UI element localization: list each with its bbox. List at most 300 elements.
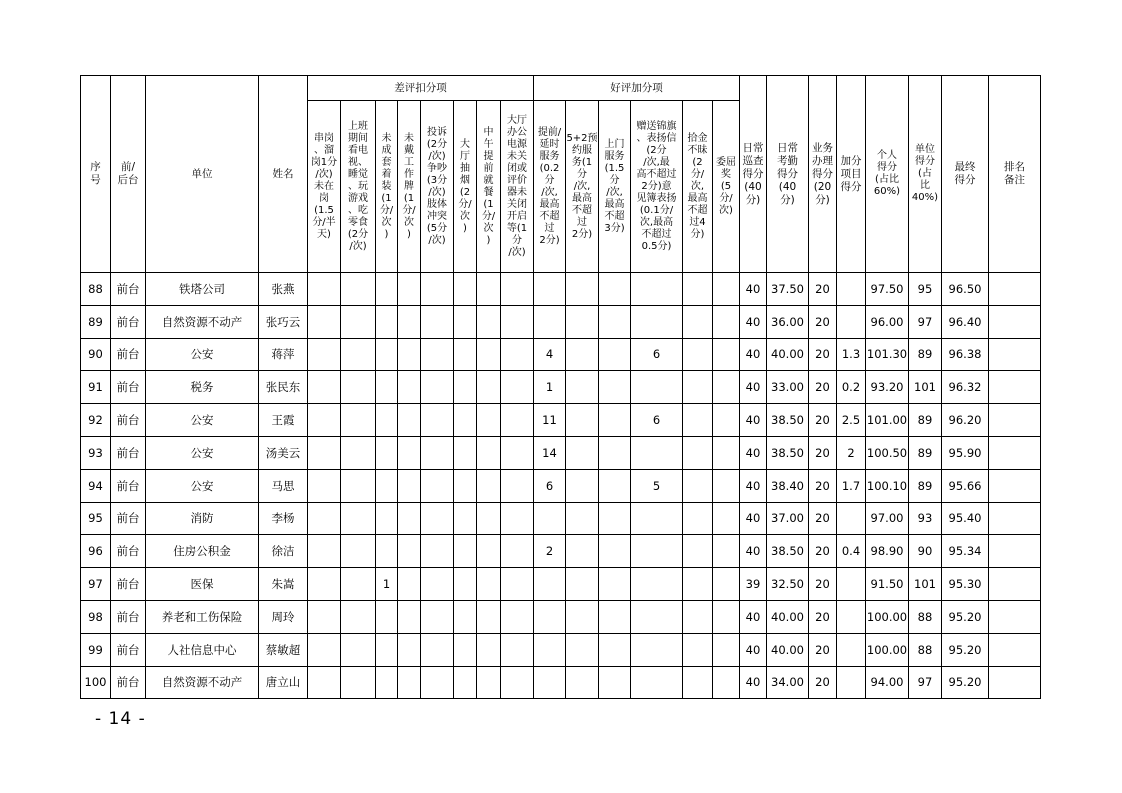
- cell-negative-1: [308, 568, 341, 601]
- cell-negative-2: [341, 469, 376, 502]
- cell-seq: 95: [81, 502, 111, 535]
- cell-unit: 公安: [146, 404, 259, 437]
- cell-negative-1: [308, 371, 341, 404]
- cell-positive-4: [631, 568, 683, 601]
- cell-positive-1: [534, 666, 566, 699]
- cell-seq: 88: [81, 273, 111, 306]
- cell-positive-6: [713, 305, 740, 338]
- cell-rank-note: [989, 436, 1041, 469]
- cell-positive-5: [683, 633, 713, 666]
- cell-unit-score: 90: [909, 535, 942, 568]
- cell-negative-5: [421, 436, 454, 469]
- cell-negative-3: [376, 338, 398, 371]
- cell-negative-7: [477, 338, 501, 371]
- cell-bonus: [837, 600, 866, 633]
- cell-personal: 100.00: [866, 633, 909, 666]
- cell-negative-2: [341, 502, 376, 535]
- cell-final: 96.40: [942, 305, 989, 338]
- cell-positive-1: [534, 502, 566, 535]
- header-pos-3: 上门 服务 (1.5 分 /次, 最高 不超 3分): [599, 101, 631, 273]
- table-row: [81, 469, 1041, 502]
- cell-negative-8: [501, 436, 534, 469]
- cell-unit-score: 89: [909, 436, 942, 469]
- cell-unit: 医保: [146, 568, 259, 601]
- cell-negative-4: [398, 568, 421, 601]
- cell-name: 张燕: [259, 273, 308, 306]
- cell-negative-5: [421, 469, 454, 502]
- cell-bonus: [837, 502, 866, 535]
- cell-front-back: 前台: [111, 404, 146, 437]
- cell-daily-attendance: 38.50: [767, 404, 809, 437]
- cell-front-back: 前台: [111, 371, 146, 404]
- cell-daily-patrol: 40: [740, 273, 767, 306]
- header-neg-4: 未 戴 工 作 牌 (1 分/ 次 ): [398, 101, 421, 273]
- cell-positive-1: 11: [534, 404, 566, 437]
- cell-negative-7: [477, 273, 501, 306]
- cell-business: 20: [809, 600, 837, 633]
- cell-positive-6: [713, 535, 740, 568]
- cell-negative-2: [341, 371, 376, 404]
- cell-name: 徐洁: [259, 535, 308, 568]
- cell-daily-patrol: 40: [740, 469, 767, 502]
- cell-positive-4: 5: [631, 469, 683, 502]
- cell-negative-3: [376, 305, 398, 338]
- cell-negative-8: [501, 568, 534, 601]
- cell-negative-3: [376, 502, 398, 535]
- cell-name: 蔡敏超: [259, 633, 308, 666]
- cell-unit-score: 97: [909, 305, 942, 338]
- table-row: [81, 535, 1041, 568]
- cell-positive-6: [713, 568, 740, 601]
- cell-positive-3: [599, 666, 631, 699]
- cell-front-back: 前台: [111, 469, 146, 502]
- cell-positive-2: [566, 600, 599, 633]
- cell-negative-3: [376, 404, 398, 437]
- cell-positive-2: [566, 469, 599, 502]
- cell-negative-4: [398, 469, 421, 502]
- cell-rank-note: [989, 535, 1041, 568]
- cell-negative-7: [477, 633, 501, 666]
- cell-business: 20: [809, 568, 837, 601]
- cell-negative-4: [398, 502, 421, 535]
- table-row: [81, 273, 1041, 306]
- cell-positive-6: [713, 338, 740, 371]
- cell-rank-note: [989, 600, 1041, 633]
- cell-daily-patrol: 40: [740, 633, 767, 666]
- cell-positive-6: [713, 273, 740, 306]
- cell-positive-5: [683, 305, 713, 338]
- cell-negative-6: [454, 436, 477, 469]
- cell-negative-7: [477, 371, 501, 404]
- cell-negative-7: [477, 666, 501, 699]
- cell-positive-3: [599, 338, 631, 371]
- cell-negative-1: [308, 633, 341, 666]
- cell-positive-3: [599, 371, 631, 404]
- cell-daily-patrol: 40: [740, 600, 767, 633]
- cell-negative-5: [421, 568, 454, 601]
- cell-personal: 100.00: [866, 600, 909, 633]
- cell-negative-8: [501, 535, 534, 568]
- cell-negative-8: [501, 273, 534, 306]
- cell-personal: 101.30: [866, 338, 909, 371]
- cell-negative-3: [376, 469, 398, 502]
- cell-business: 20: [809, 436, 837, 469]
- cell-positive-2: [566, 502, 599, 535]
- cell-bonus: 2.5: [837, 404, 866, 437]
- cell-bonus: 0.4: [837, 535, 866, 568]
- cell-seq: 98: [81, 600, 111, 633]
- cell-negative-7: [477, 305, 501, 338]
- cell-name: 朱嵩: [259, 568, 308, 601]
- cell-positive-5: [683, 436, 713, 469]
- cell-unit: 自然资源不动产: [146, 305, 259, 338]
- table-row: [81, 305, 1041, 338]
- cell-bonus: [837, 305, 866, 338]
- cell-positive-1: 14: [534, 436, 566, 469]
- table-row: [81, 568, 1041, 601]
- header-daily-patrol: 日常 巡查 得分 (40 分): [740, 76, 767, 273]
- table-row: [81, 371, 1041, 404]
- cell-final: 95.40: [942, 502, 989, 535]
- cell-unit-score: 97: [909, 666, 942, 699]
- header-pos-1: 提前/ 延时 服务 (0.2 分 /次, 最高 不超 过 2分): [534, 101, 566, 273]
- cell-negative-4: [398, 371, 421, 404]
- cell-negative-2: [341, 436, 376, 469]
- cell-unit-score: 101: [909, 371, 942, 404]
- cell-name: 唐立山: [259, 666, 308, 699]
- cell-negative-3: [376, 535, 398, 568]
- cell-business: 20: [809, 305, 837, 338]
- cell-personal: 94.00: [866, 666, 909, 699]
- cell-name: 汤美云: [259, 436, 308, 469]
- cell-negative-4: [398, 338, 421, 371]
- cell-negative-1: [308, 469, 341, 502]
- cell-name: 马思: [259, 469, 308, 502]
- cell-negative-8: [501, 666, 534, 699]
- cell-positive-4: [631, 535, 683, 568]
- cell-business: 20: [809, 502, 837, 535]
- cell-rank-note: [989, 338, 1041, 371]
- cell-positive-2: [566, 436, 599, 469]
- cell-negative-2: [341, 535, 376, 568]
- header-seq: 序 号: [81, 76, 111, 273]
- header-final: 最终 得分: [942, 76, 989, 273]
- cell-negative-8: [501, 502, 534, 535]
- header-personal: 个人 得分 (占比 60%): [866, 76, 909, 273]
- cell-name: 蒋萍: [259, 338, 308, 371]
- cell-positive-6: [713, 404, 740, 437]
- cell-negative-4: [398, 535, 421, 568]
- cell-final: 96.38: [942, 338, 989, 371]
- cell-final: 96.20: [942, 404, 989, 437]
- cell-negative-8: [501, 633, 534, 666]
- cell-unit-score: 89: [909, 404, 942, 437]
- cell-negative-7: [477, 568, 501, 601]
- cell-business: 20: [809, 633, 837, 666]
- cell-negative-1: [308, 436, 341, 469]
- cell-positive-3: [599, 600, 631, 633]
- cell-personal: 93.20: [866, 371, 909, 404]
- cell-positive-6: [713, 666, 740, 699]
- cell-name: 李杨: [259, 502, 308, 535]
- cell-unit: 消防: [146, 502, 259, 535]
- cell-final: 96.32: [942, 371, 989, 404]
- cell-unit: 住房公积金: [146, 535, 259, 568]
- cell-positive-6: [713, 436, 740, 469]
- cell-negative-1: [308, 305, 341, 338]
- cell-positive-5: [683, 535, 713, 568]
- cell-unit: 公安: [146, 469, 259, 502]
- cell-negative-6: [454, 273, 477, 306]
- cell-final: 95.66: [942, 469, 989, 502]
- cell-front-back: 前台: [111, 273, 146, 306]
- cell-daily-attendance: 38.50: [767, 436, 809, 469]
- cell-personal: 100.10: [866, 469, 909, 502]
- cell-negative-8: [501, 404, 534, 437]
- cell-personal: 97.00: [866, 502, 909, 535]
- cell-negative-5: [421, 633, 454, 666]
- header-neg-6: 大 厅 抽 烟 (2 分/ 次 ): [454, 101, 477, 273]
- cell-name: 张民东: [259, 371, 308, 404]
- cell-bonus: [837, 633, 866, 666]
- cell-personal: 100.50: [866, 436, 909, 469]
- cell-positive-4: [631, 666, 683, 699]
- cell-daily-attendance: 37.50: [767, 273, 809, 306]
- cell-negative-3: [376, 273, 398, 306]
- cell-positive-4: [631, 371, 683, 404]
- cell-positive-3: [599, 535, 631, 568]
- cell-business: 20: [809, 273, 837, 306]
- cell-positive-4: [631, 502, 683, 535]
- cell-personal: 91.50: [866, 568, 909, 601]
- cell-negative-4: [398, 600, 421, 633]
- cell-negative-4: [398, 666, 421, 699]
- cell-final: 95.20: [942, 633, 989, 666]
- cell-negative-6: [454, 404, 477, 437]
- cell-rank-note: [989, 633, 1041, 666]
- cell-front-back: 前台: [111, 305, 146, 338]
- table-row: [81, 404, 1041, 437]
- cell-final: 96.50: [942, 273, 989, 306]
- cell-unit-score: 95: [909, 273, 942, 306]
- cell-negative-8: [501, 305, 534, 338]
- cell-positive-1: 1: [534, 371, 566, 404]
- cell-positive-2: [566, 338, 599, 371]
- cell-negative-2: [341, 633, 376, 666]
- cell-unit-score: 101: [909, 568, 942, 601]
- cell-positive-1: [534, 633, 566, 666]
- cell-negative-1: [308, 502, 341, 535]
- cell-business: 20: [809, 469, 837, 502]
- cell-positive-2: [566, 535, 599, 568]
- cell-unit-score: 88: [909, 633, 942, 666]
- cell-bonus: 1.7: [837, 469, 866, 502]
- cell-negative-2: [341, 404, 376, 437]
- cell-negative-7: [477, 436, 501, 469]
- cell-daily-attendance: 40.00: [767, 633, 809, 666]
- cell-personal: 97.50: [866, 273, 909, 306]
- cell-bonus: 0.2: [837, 371, 866, 404]
- cell-unit-score: 88: [909, 600, 942, 633]
- header-neg-2: 上班 期间 看电 视、 睡觉 、玩 游戏 、吃 零食 (2分 /次): [341, 101, 376, 273]
- cell-positive-2: [566, 633, 599, 666]
- cell-daily-attendance: 34.00: [767, 666, 809, 699]
- header-neg-8: 大厅 办公 电源 未关 闭或 评价 器未 关闭 开启 等(1 分 /次): [501, 101, 534, 273]
- cell-positive-3: [599, 436, 631, 469]
- cell-positive-3: [599, 469, 631, 502]
- cell-positive-5: [683, 273, 713, 306]
- cell-rank-note: [989, 502, 1041, 535]
- cell-positive-1: 2: [534, 535, 566, 568]
- cell-negative-1: [308, 338, 341, 371]
- cell-daily-patrol: 40: [740, 338, 767, 371]
- header-name: 姓名: [259, 76, 308, 273]
- page-number: - 14 -: [95, 709, 146, 729]
- cell-name: 张巧云: [259, 305, 308, 338]
- cell-daily-patrol: 40: [740, 535, 767, 568]
- cell-bonus: 1.3: [837, 338, 866, 371]
- cell-positive-1: [534, 568, 566, 601]
- cell-daily-patrol: 40: [740, 436, 767, 469]
- cell-daily-patrol: 40: [740, 371, 767, 404]
- header-bonus: 加分 项目 得分: [837, 76, 866, 273]
- cell-positive-1: 4: [534, 338, 566, 371]
- cell-negative-2: [341, 568, 376, 601]
- cell-positive-2: [566, 273, 599, 306]
- header-negative-group: 差评扣分项: [308, 76, 534, 101]
- cell-unit-score: 93: [909, 502, 942, 535]
- cell-positive-6: [713, 371, 740, 404]
- cell-positive-4: [631, 305, 683, 338]
- cell-bonus: [837, 666, 866, 699]
- cell-unit: 公安: [146, 338, 259, 371]
- cell-negative-5: [421, 502, 454, 535]
- cell-unit: 税务: [146, 371, 259, 404]
- cell-daily-attendance: 38.50: [767, 535, 809, 568]
- cell-business: 20: [809, 371, 837, 404]
- cell-positive-1: 6: [534, 469, 566, 502]
- cell-business: 20: [809, 666, 837, 699]
- cell-front-back: 前台: [111, 633, 146, 666]
- cell-front-back: 前台: [111, 666, 146, 699]
- cell-negative-2: [341, 600, 376, 633]
- cell-rank-note: [989, 568, 1041, 601]
- cell-positive-1: [534, 305, 566, 338]
- cell-daily-attendance: 33.00: [767, 371, 809, 404]
- cell-final: 95.90: [942, 436, 989, 469]
- cell-personal: 98.90: [866, 535, 909, 568]
- cell-daily-patrol: 39: [740, 568, 767, 601]
- cell-bonus: [837, 273, 866, 306]
- header-neg-3: 未 成 套 着 装 (1 分/ 次 ): [376, 101, 398, 273]
- cell-seq: 91: [81, 371, 111, 404]
- cell-positive-4: 6: [631, 338, 683, 371]
- cell-daily-attendance: 36.00: [767, 305, 809, 338]
- cell-rank-note: [989, 404, 1041, 437]
- cell-negative-1: [308, 535, 341, 568]
- cell-positive-3: [599, 273, 631, 306]
- cell-positive-5: [683, 568, 713, 601]
- cell-negative-6: [454, 305, 477, 338]
- cell-unit-score: 89: [909, 338, 942, 371]
- header-front-back: 前/ 后台: [111, 76, 146, 273]
- cell-seq: 90: [81, 338, 111, 371]
- cell-rank-note: [989, 371, 1041, 404]
- cell-negative-6: [454, 600, 477, 633]
- cell-negative-3: [376, 371, 398, 404]
- cell-negative-8: [501, 371, 534, 404]
- cell-positive-3: [599, 633, 631, 666]
- cell-negative-6: [454, 633, 477, 666]
- cell-rank-note: [989, 273, 1041, 306]
- header-business: 业务 办理 得分 (20 分): [809, 76, 837, 273]
- table-row: [81, 666, 1041, 699]
- cell-rank-note: [989, 469, 1041, 502]
- cell-daily-patrol: 40: [740, 404, 767, 437]
- cell-front-back: 前台: [111, 600, 146, 633]
- cell-rank-note: [989, 305, 1041, 338]
- header-neg-5: 投诉 (2分 /次) 争吵 (3分 /次) 肢体 冲突 (5分 /次): [421, 101, 454, 273]
- header-pos-2: 5+2预 约服 务(1 分 /次, 最高 不超 过 2分): [566, 101, 599, 273]
- cell-front-back: 前台: [111, 502, 146, 535]
- table-row: [81, 338, 1041, 371]
- cell-positive-5: [683, 338, 713, 371]
- cell-negative-2: [341, 338, 376, 371]
- cell-positive-4: [631, 633, 683, 666]
- cell-positive-3: [599, 404, 631, 437]
- cell-positive-2: [566, 371, 599, 404]
- cell-negative-5: [421, 535, 454, 568]
- table-row: [81, 436, 1041, 469]
- cell-positive-3: [599, 502, 631, 535]
- cell-front-back: 前台: [111, 568, 146, 601]
- cell-business: 20: [809, 535, 837, 568]
- cell-unit: 铁塔公司: [146, 273, 259, 306]
- cell-negative-1: [308, 666, 341, 699]
- cell-seq: 96: [81, 535, 111, 568]
- cell-daily-attendance: 40.00: [767, 600, 809, 633]
- cell-final: 95.34: [942, 535, 989, 568]
- cell-negative-5: [421, 666, 454, 699]
- cell-positive-2: [566, 305, 599, 338]
- header-pos-6: 委屈 奖 (5 分/ 次): [713, 101, 740, 273]
- cell-positive-3: [599, 568, 631, 601]
- header-unit: 单位: [146, 76, 259, 273]
- cell-negative-7: [477, 404, 501, 437]
- cell-negative-4: [398, 633, 421, 666]
- cell-unit: 养老和工伤保险: [146, 600, 259, 633]
- table-row: [81, 633, 1041, 666]
- cell-negative-3: [376, 600, 398, 633]
- cell-unit: 自然资源不动产: [146, 666, 259, 699]
- cell-negative-1: [308, 600, 341, 633]
- cell-negative-1: [308, 273, 341, 306]
- cell-daily-attendance: 37.00: [767, 502, 809, 535]
- header-rank-note: 排名 备注: [989, 76, 1041, 273]
- cell-negative-5: [421, 273, 454, 306]
- cell-seq: 92: [81, 404, 111, 437]
- header-unit-score: 单位 得分 (占 比 40%): [909, 76, 942, 273]
- cell-seq: 94: [81, 469, 111, 502]
- cell-positive-6: [713, 633, 740, 666]
- cell-seq: 100: [81, 666, 111, 699]
- cell-negative-4: [398, 273, 421, 306]
- cell-positive-5: [683, 666, 713, 699]
- cell-negative-7: [477, 469, 501, 502]
- cell-seq: 97: [81, 568, 111, 601]
- cell-negative-3: [376, 666, 398, 699]
- cell-negative-5: [421, 371, 454, 404]
